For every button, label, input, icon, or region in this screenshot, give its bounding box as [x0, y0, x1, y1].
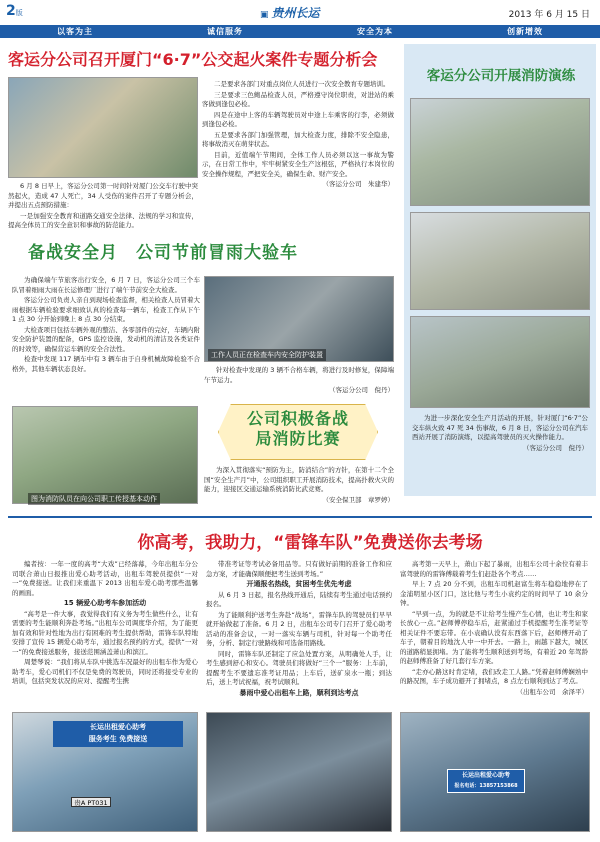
- drill-photo-1: [410, 98, 590, 206]
- article3-sign: （客运分公司 倪丹）: [329, 386, 394, 394]
- taxi-sign-2: 长运出租爱心助考 报名电话：13857153868: [447, 769, 525, 793]
- article4-sign: （安全保卫部 章罗婷）: [322, 495, 394, 504]
- taxi-photo-3: [400, 712, 590, 832]
- slogan-4: 创新增效: [507, 27, 543, 36]
- slogan-3: 安全为本: [357, 27, 393, 36]
- article5-col3: 高考第一天早上，萧山下起了暴雨，出租车公司十余位有着丰富驾驶的的雷锋傅载着考生们赶赴各个考点…… 早上 7 点 20 分不到，出租车司机赵富生将车稳稳地停在了金浦明星小区门口，这比他与考生小袁约定的时间早了 10 余分钟。 “早到一点，为的就是不让给考生慢产生心情，也让考生和家长放心一点。”赵师傅停稳车后，赶紧通过手机提醒考生准考证等相关证件不要忘带。在小袁确认没有东西落下后，赵师傅开动了车子，朝着目的地沈人中一中开去。一路上，雨越下越大，城区的道路稍显拥堵。为了能将考生顺利送到考场，有着近 20 年驾龄的赵师傅准备了好几套行车方案。 “走亦心路这时肯定堵，我们改走工人路。”凭着赵师傅娴熟中的路况图，车子成功避开了拥堵点，8 点左右顺利到达了考点。 （出租车公司 余泽平）: [400, 560, 588, 696]
- article2-sign: （客运分公司 倪丹）: [523, 443, 588, 452]
- page-number: 2版: [6, 3, 23, 19]
- taxi-photo-1: [12, 712, 198, 832]
- drill-photo-3: [410, 316, 590, 408]
- article1-col2: 二是要求各部门对重点岗位人员进行一次安全教育专题培训。 三是要求三色鲍品检查人员，严格遵守岗位职责，对进站的乘客做到逢包必检。 四是在途中上客的车辆驾驶员对中途上车乘客的行李，必须做到逢包必检。 五是要求各部门加强管理，加大检查力度，排除不安全隐患，将事故消灭在萌芽状态。 目前，近值端午节期间，全体工作人员必须以这一事故为警示，在日常工作中，牢牢树紧安全生产这根弦，严格执行本岗位的安全操作规程，严把安全关，确保生命、财产安全。 （客运分公司 朱建华）: [202, 80, 394, 188]
- slogan-2: 诚信服务: [207, 27, 243, 36]
- article2-text: 为进一步深化安全生产月活动的开展，针对厦门“6·7”公交车纵火致 47 死 34 伤事故，6 月 8 日，客运分公司在汽车西站开展了消防演练，以提高驾驶员的灭火操作能力。 （客运分公司 倪丹）: [412, 414, 588, 452]
- article5-sign: （出租车公司 余泽平）: [516, 687, 588, 696]
- drill-photo-2: [410, 212, 590, 310]
- masthead-logo: ▣ 贵州长运: [260, 6, 320, 20]
- firefight-photo: [12, 406, 198, 504]
- article3-col2: 针对检查中发现的 3 辆不合格车辆，将进行及时修复，保障端午节运力。 （客运分公司 倪丹）: [204, 366, 394, 394]
- taxi-sign: 长运出租爱心助考 服务考生 免费接送: [53, 721, 183, 747]
- article5-title: 你高考，我助力，“雷锋车队”免费送你去考场: [137, 533, 483, 553]
- article5-col2: 带准考证等考试必备用品等。只有做好前期的准备工作和应急方案，才能确保顺便把考生送到考场。” 开通报名热线，贫困考生优先考虑 从 6 月 3 日起，报名热线开通后，陆续有考生通过电话预约报名。 为了能顺利护送考生奔赴“战场”，雷锋车队的驾驶员们早早就开始做起了准备。6 月 2 日，出租车公司专门召开了爱心助考活动的准备会议，一对一落实车辆与司机，针对每一个助考任务，分析、制定行驶路线和可选备用路线。 同时，雷锋车队还制定了应急处置方案，从明确处人手，让考生感到舒心和安心。驾驶员们将做好“三个一”服务：上车前，提醒考生不要遗忘准考证用品；上车后，送矿泉水一瓶；到达后，送上考试祝福，祝考试顺利。 暴雨中爱心出租车上路，顺利到达考点: [206, 560, 392, 697]
- article1-col1: 6 月 8 日早上，客运分公司第一时间针对厦门公交车行驶中突然起火，造成 47 人死亡，34 人受伤的案件召开了专题分析会，并提出五点预防措施： 一是加强安全教育和道路交通安全法律、法规的学习和宣传，提高全体员工的安全意识和事故的防范能力。: [8, 182, 198, 229]
- license-plate: 贵A PT031: [71, 797, 111, 807]
- article4-text: 为深入贯彻落实“预防为主，防消结合”的方针，在第十二个全国“安全生产月”中，公司组织职工开展消防技术，提高扑救火灾的能力，迎接区交通运输系统消防比武竞赛。 （安全保卫部 章罗婷）: [204, 466, 394, 504]
- slogan-bar: [0, 25, 600, 38]
- taxi-photo-2: [206, 712, 392, 832]
- slogan-1: 以客为主: [57, 27, 93, 36]
- article4-caption: 图为消防队员在向公司职工传授基本动作: [28, 493, 160, 505]
- issue-date: 2013 年 6 月 15 日: [508, 10, 590, 20]
- section-divider: [8, 516, 592, 518]
- meeting-photo: [8, 77, 198, 178]
- article3-title: 备战安全月 公司节前冒雨大验车: [28, 243, 298, 263]
- article4-title: 公司积极备战 局消防比赛: [246, 409, 349, 448]
- article1-sign: （客运分公司 朱建华）: [322, 180, 394, 188]
- article5-col1: 编者按：一年一度的高考“大戏”已经落幕，今年出租车分公司联合萧山日报推出爱心助考活动，出租车驾驶员提供“一对一”免费接送。让我们来重温下 2013 出租车爱心助考那些温馨的画面。 15 辆爱心助考车参加活动 “高考是一件大事，我觉得我们有义务为考生做些什么，让有需要的考生能顺利奔赴考场。”出租车公司调度华介绍，为了能更加有效和针对性地为出行有困难的考生提供帮助，雷锋车队特地安排了宣传 15 辆爱心助考车，通过报名预约的方式，提供“一对一”的免费接送服务，接送范围涵盖萧山和滨江。 周楚琴说：“我们将从车队中挑选车况最好的出租车作为爱心助考车，爱心司机们不仅是免费的驾驶员，同时还将接受专业的培训，包括突发状况的应对、提醒考生携: [12, 560, 198, 685]
- logo-emblem-icon: ▣: [260, 10, 269, 20]
- article3-col1: 为确保端午节旅客出行安全，6 月 7 日，客运分公司三个车队冒着细雨大雨在长运修理厂进行了端午节前安全大检查。 客运分公司负责人亲自到现场检查监督，相关检查人员冒着大雨根据车辆检验要求细致认真的检查每一辆车，检查工作从下午 1 点 30 分开始到晚上 8 点 30 分结束。 大检查项目包括车辆外观的整洁、各零部件的完好，车辆内附安全防护装置的配备，GPS 监控设施，发动机的清洁及各类证件的时效等，确保营运车辆的安全合法性。 检查中发现 117 辆车中有 3 辆车由于自身机械故障检验不合格外，其他车辆状态良好。: [12, 276, 200, 373]
- article1-title: 客运分公司召开厦门“6·7”公交起火案件专题分析会: [8, 50, 378, 69]
- article2-title: 客运分公司开展消防演练: [426, 68, 576, 84]
- article3-caption: 工作人员正在检查车内安全防护装置: [208, 349, 326, 361]
